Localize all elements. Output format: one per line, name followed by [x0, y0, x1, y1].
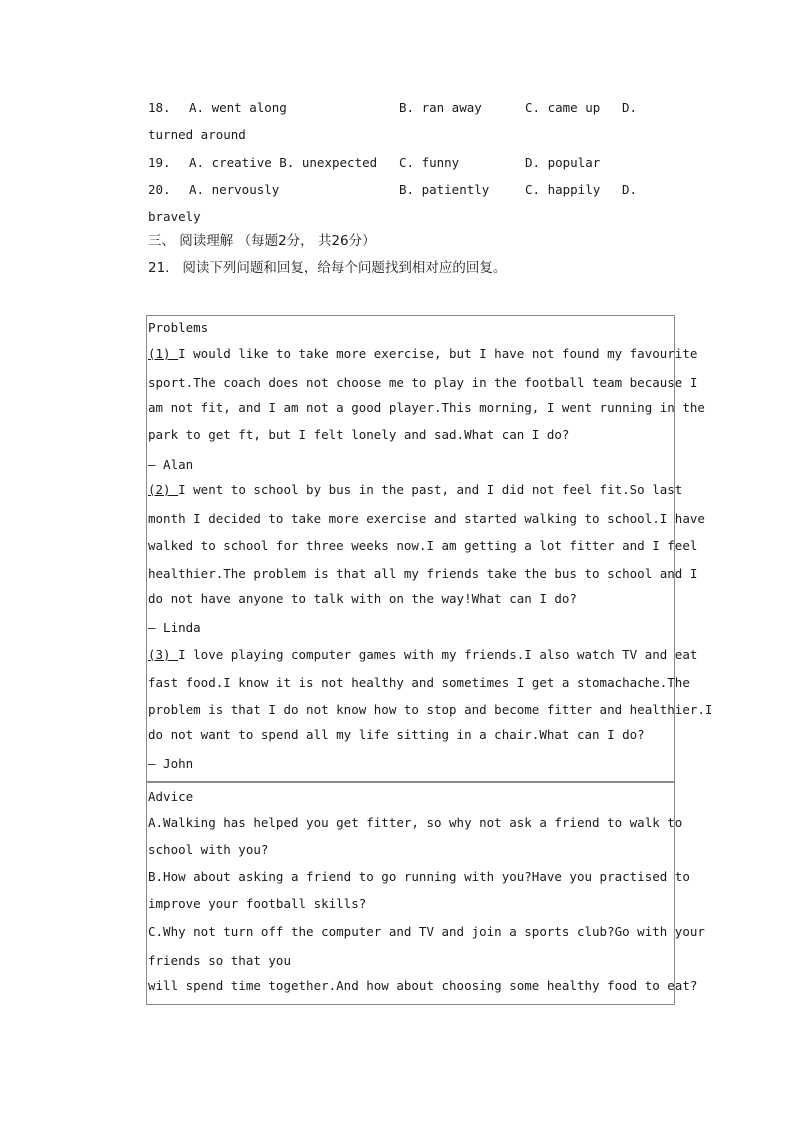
problem-line: I would like to take more exercise, but I have not found my favourite — [178, 346, 698, 361]
problem-line: I went to school by bus in the past, and I did not feel fit.So last — [178, 482, 683, 497]
problem-line: I love playing computer games with my friends.I also watch TV and eat — [178, 647, 698, 662]
problem-author: — John — [148, 756, 194, 771]
problem-line: park to get ft, but I felt lonely and sad.What can I do? — [148, 427, 570, 442]
option-d: D. — [622, 182, 638, 197]
problem-line: walked to school for three weeks now.I am getting a lot fitter and I feel — [148, 538, 698, 553]
question-21-instruction: 21. 阅读下列问题和回复，给每个问题找到相对应的回复。 — [148, 260, 507, 276]
option-a: A. nervously — [189, 182, 280, 197]
advice-line: C.Why not turn off the computer and TV and join a sports club?Go with your — [148, 924, 705, 939]
advice-line: friends so that you — [148, 953, 291, 968]
question-number: 19. — [148, 155, 171, 170]
problem-line: am not fit, and I am not a good player.This morning, I went running in the — [148, 400, 705, 415]
option-d-text: turned around — [148, 127, 246, 142]
problems-box — [146, 315, 713, 782]
option-c: C. funny — [399, 155, 460, 170]
advice-line: A.Walking has helped you get fitter, so why not ask a friend to walk to — [148, 815, 683, 830]
advice-heading: Advice — [148, 789, 194, 804]
option-d: D. popular — [525, 155, 601, 170]
option-d: D. — [622, 100, 638, 115]
option-b: B. ran away — [399, 100, 482, 115]
option-b: B. patiently — [399, 182, 490, 197]
question-number: 18. — [148, 100, 171, 115]
problem-line: do not have anyone to talk with on the way!What can I do? — [148, 591, 577, 606]
advice-line: improve your football skills? — [148, 896, 367, 911]
option-d-text: bravely — [148, 209, 201, 224]
problem-label: (3) — [148, 647, 179, 662]
problems-heading: Problems — [148, 320, 209, 335]
problem-author: — Linda — [148, 620, 201, 635]
advice-box — [146, 782, 705, 1005]
question-number: 20. — [148, 182, 171, 197]
option-c: C. happily — [525, 182, 601, 197]
problem-label: (1) — [148, 346, 179, 361]
problem-author: — Alan — [148, 457, 194, 472]
problem-line: month I decided to take more exercise and started walking to school.I have — [148, 511, 705, 526]
option-a-b: A. creative B. unexpected — [189, 155, 378, 170]
section-title: 三、 阅读理解 （每题2分， 共26分） — [148, 233, 376, 249]
problem-line: fast food.I know it is not healthy and sometimes I get a stomachache.The — [148, 675, 690, 690]
problem-line: do not want to spend all my life sitting in a chair.What can I do? — [148, 727, 645, 742]
problem-label: (2) — [148, 482, 179, 497]
advice-line: will spend time together.And how about choosing some healthy food to eat? — [148, 978, 698, 993]
problem-line: sport.The coach does not choose me to play in the football team because I — [148, 375, 698, 390]
problem-line: problem is that I do not know how to stop and become fitter and healthier.I — [148, 702, 713, 717]
problem-line: healthier.The problem is that all my friends take the bus to school and I — [148, 566, 698, 581]
option-a: A. went along — [189, 100, 287, 115]
advice-line: school with you? — [148, 842, 269, 857]
option-c: C. came up — [525, 100, 601, 115]
advice-line: B.How about asking a friend to go running with you?Have you practised to — [148, 869, 690, 884]
